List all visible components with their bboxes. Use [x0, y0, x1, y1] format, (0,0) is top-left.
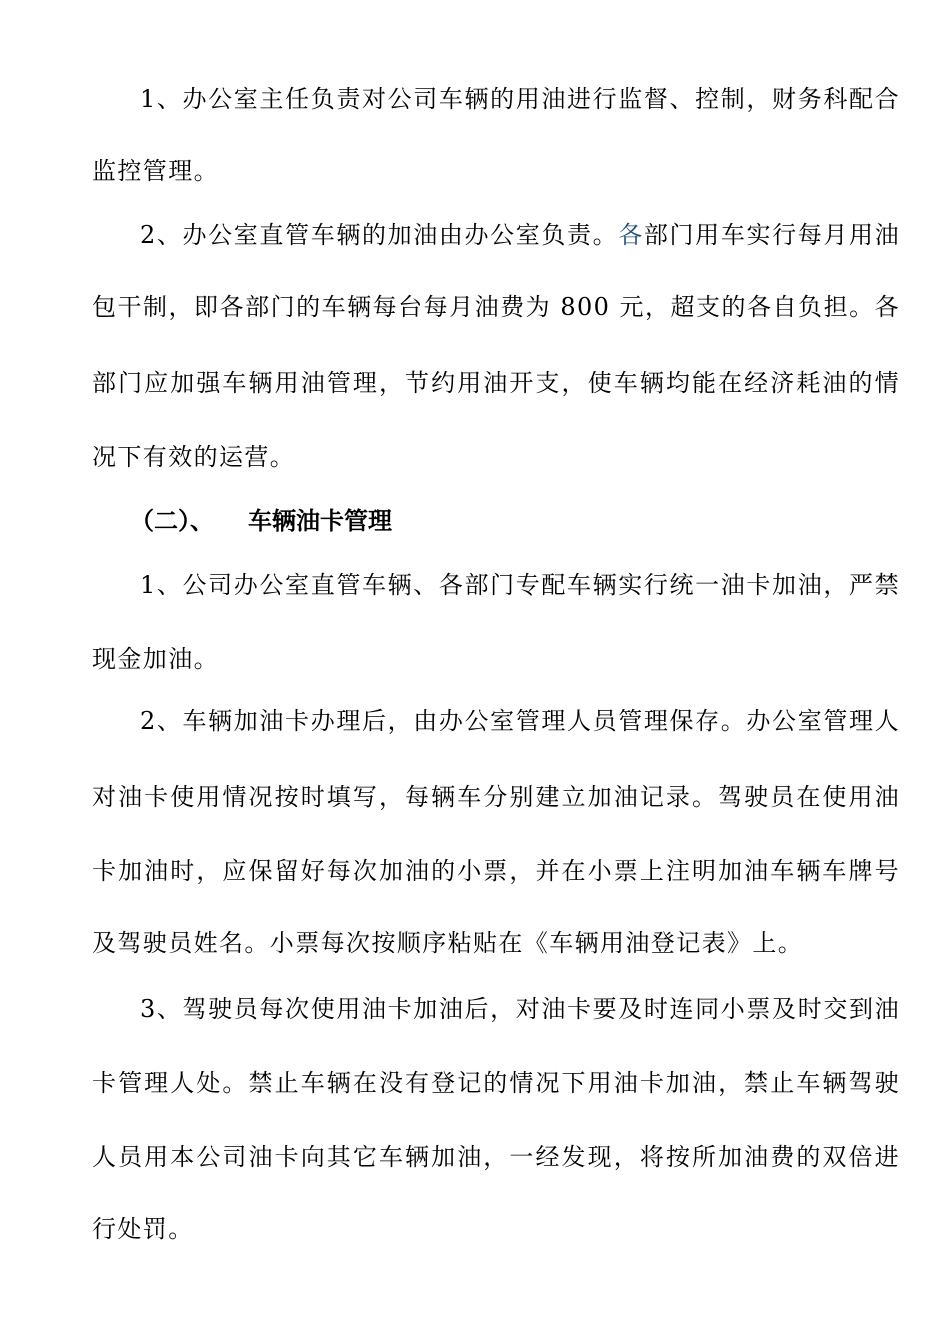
section-heading-title: 车辆油卡管理 [248, 507, 392, 535]
paragraph-4-line-3: 卡加油时，应保留好每次加油的小票，并在小票上注明加油车辆车牌号 [92, 857, 900, 885]
paragraph-4-line-4: 及驾驶员姓名。小票每次按顺序粘贴在《车辆用油登记表》上。 [92, 929, 804, 957]
paragraph-5-line-4: 行处罚。 [92, 1215, 194, 1243]
paragraph-2-line-1-part-a: 2、办公室直管车辆的加油由办公室负责。 [140, 221, 619, 249]
section-heading-number: （二）、 [130, 507, 214, 535]
paragraph-3-line-1: 1、公司办公室直管车辆、各部门专配车辆实行统一油卡加油，严禁 [140, 571, 900, 599]
paragraph-3-line-2: 现金加油。 [92, 645, 219, 673]
paragraph-2-line-1 [140, 220, 900, 250]
paragraph-2-line-4: 况下有效的运营。 [92, 443, 296, 471]
paragraph-1-line-1: 1、办公室主任负责对公司车辆的用油进行监督、控制，财务科配合 [140, 85, 900, 113]
paragraph-4-line-2: 对油卡使用情况按时填写，每辆车分别建立加油记录。驾驶员在使用油 [92, 783, 900, 811]
paragraph-1-line-2: 监控管理。 [92, 157, 219, 185]
paragraph-5-line-3: 人员用本公司油卡向其它车辆加油，一经发现，将按所加油费的双倍进 [92, 1143, 900, 1171]
paragraph-4-line-1: 2、车辆加油卡办理后，由办公室管理人员管理保存。办公室管理人 [140, 707, 900, 735]
paragraph-2-line-1-accent: 各 [618, 221, 644, 249]
paragraph-5-line-2: 卡管理人处。禁止车辆在没有登记的情况下用油卡加油，禁止车辆驾驶 [92, 1069, 900, 1097]
paragraph-5-line-1: 3、驾驶员每次使用油卡加油后，对油卡要及时连同小票及时交到油 [140, 995, 900, 1023]
paragraph-2-line-2: 包干制，即各部门的车辆每台每月油费为 800 元，超支的各自负担。各 [92, 293, 900, 321]
paragraph-2-line-1-part-c: 部门用车实行每月用油 [643, 221, 901, 249]
paragraph-2-line-3: 部门应加强车辆用油管理，节约用油开支，使车辆均能在经济耗油的情 [92, 369, 900, 397]
section-heading [130, 506, 392, 536]
